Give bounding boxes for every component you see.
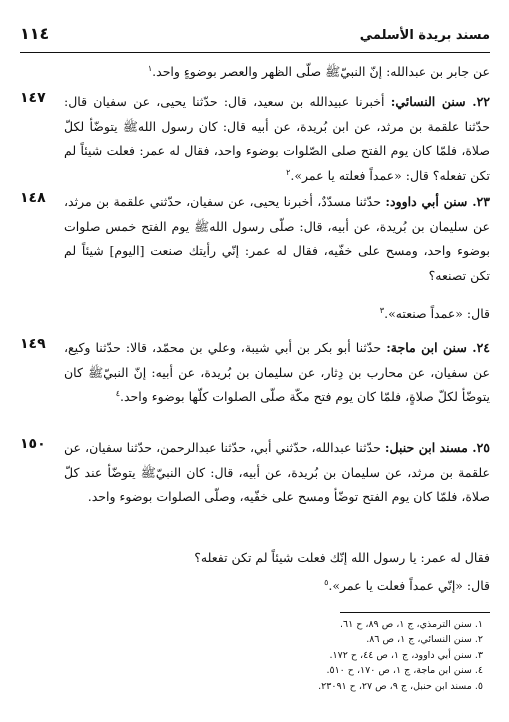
footnote-marker: ٤: [115, 388, 121, 398]
hadith-text: حدّثنا عبدالله، حدّثني أبي، حدّثنا عبدالرحمن، حدّثنا سفيان، عن علقمة بن مرثد، عن سليمان بن بُريدة، عن أبيه، قال: كان النبيّﷺ يتوضّأ عند كلّ صلاة، فلمّا كان يوم الفتح توضّأ ومسح على خفّيه، وصلّى الصلوات بوضوء واحد.: [64, 440, 490, 504]
hadith-148-tail: [20, 302, 509, 326]
hadith-body: [64, 436, 490, 510]
intro-text: عن جابر بن عبدالله: إنّ النبيّﷺ صلّى الظهر والعصر بوضوءٍ واحد.: [152, 64, 490, 79]
hadith-number: ١٤٩: [20, 336, 46, 352]
page-header: [20, 24, 490, 50]
hadith-number: ١٤٨: [20, 190, 46, 206]
hadith-body: [64, 90, 490, 188]
hadith-150-line2: [20, 546, 509, 570]
footnote-5: ٥. مسند ابن حنبل، ج ٩، ص ٢٧، ح ٢٣٠٩١.: [318, 680, 483, 692]
hadith-body: [64, 190, 490, 288]
header-rule: [20, 52, 490, 53]
footnote-4: ٤. سنن ابن ماجة، ج ١، ص ١٧٠، ح ٥١٠.: [326, 665, 483, 677]
hadith-text-line: فقال له عمر: يا رسول الله إنّك فعلت شيئاً لم تكن تفعله؟: [194, 550, 490, 565]
hadith-source: ٢٣. سنن أبي داوود:: [385, 194, 490, 209]
footnote-marker: ٣: [379, 305, 385, 315]
hadith-number: ١٥٠: [20, 436, 46, 452]
page-number: ١١٤: [20, 24, 50, 43]
hadith-source: ٢٥. مسند ابن حنبل:: [384, 440, 490, 455]
footnote-2: ٢. سنن النسائي، ج ١، ص ٨٦.: [366, 634, 483, 646]
hadith-source: ٢٤. سنن ابن ماجة:: [386, 340, 491, 355]
hadith-number: ١٤٧: [20, 90, 46, 106]
footnote-3: ٣. سنن أبي داوود، ج ١، ص ٤٤، ح ١٧٢.: [329, 649, 483, 661]
hadith-text: حدّثنا أبو بكر بن أبي شيبة، وعلي بن محمّد، قالا: حدّثنا وكيع، عن سفيان، عن محارب بن دِثار، عن سليمان بن بُريدة، عن أبيه: إنّ النبيّﷺ كان يتوضّأ لكلّ صلاةٍ، فلمّا كان يوم فتح مكّة صلّى الصلوات كلّها بوضوء واحد.: [64, 340, 490, 404]
hadith-text: حدّثنا مسدّدٌ، أخبرنا يحيى، عن سفيان، حدّثني علقمة بن مرثد، عن سليمان بن بُريدة، عن أبيه، قال: صلّى رسول اللهﷺ يوم الفتح خمس صلوات بوضوء واحد، ومسح على خفّيه، فقال له عمر: إنّي رأيتك صنعت [اليوم] شيئاً لم تكن تصنعه؟: [64, 194, 490, 283]
running-title: مسند بريدة الأسلمي: [359, 28, 490, 43]
hadith-text: أخبرنا عبيدالله بن سعيد، قال: حدّثنا يحيى، عن سفيان قال: حدّثنا علقمة بن مرثد، عن ابن بُريدة، عن أبيه قال: كان رسول اللهﷺ يتوضّأ لكلّ صلاة، فلمّا كان يوم الفتح صلى الصّلوات بوضوء واحد، فقال له عمر: فعلت شيئاً لم تكن تفعله؟ قال: «عمداً فعلته يا عمر».: [64, 94, 490, 183]
hadith-tail-text: قال: «عمداً صنعته».: [384, 306, 490, 321]
footnote-marker: ٥: [324, 577, 329, 587]
footnote-marker: ١: [147, 63, 153, 73]
footnotes: [183, 617, 483, 694]
hadith-150-line3: [20, 574, 509, 598]
footnote-marker: ٢: [286, 167, 291, 177]
hadith-text-line: قال: «إنّي عمداً فعلت يا عمر».: [328, 578, 490, 593]
hadith-body: [64, 336, 490, 410]
footnote-1: ١. سنن الترمذي، ج ١، ص ٨٩، ح ٦١.: [339, 619, 483, 630]
hadith-source: ٢٢. سنن النسائي:: [390, 94, 491, 109]
intro-line: [20, 60, 490, 84]
footnote-rule: [340, 612, 490, 613]
